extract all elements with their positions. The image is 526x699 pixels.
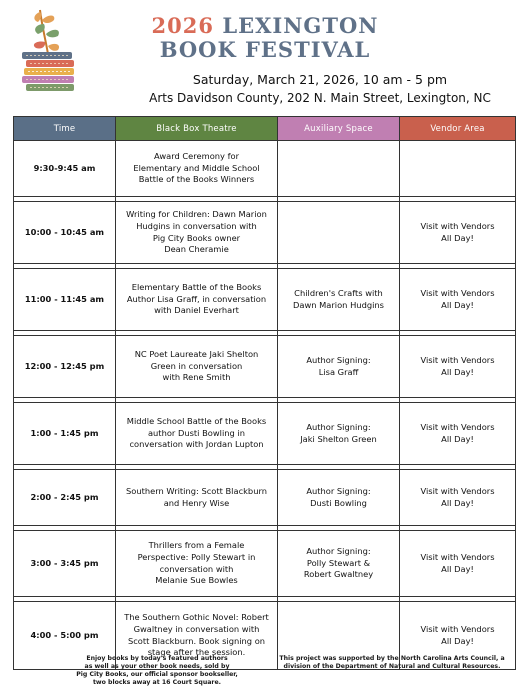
- theatre-cell-line: Melanie Sue Bowles: [155, 575, 238, 586]
- vendor-cell: [400, 531, 516, 597]
- footer-line: Enjoy books by today's featured authors: [86, 655, 228, 662]
- time-cell: 1:00 - 1:45 pm: [14, 403, 116, 465]
- aux-cell-line: Author Signing:: [306, 421, 371, 432]
- vendor-cell-line: Visit with Vendors: [420, 287, 495, 298]
- schedule-row: [14, 470, 516, 526]
- book-stack-with-leaves-icon: [18, 6, 80, 96]
- theatre-cell: [116, 470, 278, 526]
- footer-line: This project was supported by the North Carolina Arts Council, a: [279, 655, 505, 662]
- theatre-cell-line: Battle of the Books Winners: [138, 174, 255, 185]
- footer-arts-council-note: [272, 655, 512, 671]
- time-cell: 2:00 - 2:45 pm: [14, 470, 116, 526]
- schedule-row: [14, 336, 516, 398]
- theatre-cell-line: conversation with: [159, 563, 234, 574]
- theatre-cell-line: author Dusti Bowling in: [147, 427, 246, 438]
- vendor-cell-line: All Day!: [441, 232, 474, 243]
- aux-cell-line: Dusti Bowling: [310, 497, 367, 508]
- theatre-cell-line: Writing for Children: Dawn Marion: [126, 209, 267, 220]
- vendor-cell-line: Visit with Vendors: [420, 354, 495, 365]
- schedule-row: [14, 403, 516, 465]
- title-year: 2026: [151, 13, 214, 38]
- theatre-cell-line: and Henry Wise: [163, 497, 230, 508]
- column-header-theatre: Black Box Theatre: [116, 117, 278, 141]
- vendor-cell: [400, 470, 516, 526]
- aux-cell: [278, 470, 400, 526]
- vendor-cell: [400, 336, 516, 398]
- aux-cell-line: Children's Crafts with: [294, 287, 383, 298]
- aux-cell: [278, 403, 400, 465]
- aux-cell-line: Author Signing:: [306, 546, 371, 557]
- vendor-cell-line: Visit with Vendors: [420, 421, 495, 432]
- aux-cell-line: Lisa Graff: [318, 366, 359, 377]
- theatre-cell-line: Elementary Battle of the Books: [131, 282, 262, 293]
- theatre-cell-line: stage after the session.: [147, 647, 246, 658]
- vendor-cell: [400, 269, 516, 331]
- vendor-cell: [400, 202, 516, 264]
- schedule-body: [14, 141, 516, 670]
- theatre-cell-line: Hudgins in conversation with: [136, 220, 257, 231]
- theatre-cell-line: Elementary and Middle School: [133, 162, 260, 173]
- footer-line: Pig City Books, our official sponsor bookseller,: [76, 671, 238, 678]
- time-cell: 9:30-9:45 am: [14, 141, 116, 197]
- aux-cell-line: Polly Stewart &: [306, 557, 371, 568]
- schedule-row: [14, 141, 516, 197]
- aux-cell: [278, 141, 400, 197]
- vendor-cell-line: Visit with Vendors: [420, 220, 495, 231]
- footer-line: two blocks away at 16 Court Square.: [92, 679, 222, 686]
- theatre-cell-line: Pig City Books owner: [152, 232, 241, 243]
- festival-title: [140, 14, 390, 62]
- time-cell: 11:00 - 11:45 am: [14, 269, 116, 331]
- schedule-row: [14, 202, 516, 264]
- theatre-cell-line: Green in conversation: [150, 360, 243, 371]
- vendor-cell-line: Visit with Vendors: [420, 485, 495, 496]
- vendor-cell: [400, 403, 516, 465]
- schedule-row: [14, 531, 516, 597]
- theatre-cell-line: NC Poet Laureate Jaki Shelton: [134, 349, 259, 360]
- theatre-cell-line: conversation with Jordan Lupton: [129, 439, 264, 450]
- theatre-cell: [116, 202, 278, 264]
- column-header-aux: Auxiliary Space: [278, 117, 400, 141]
- time-cell: 10:00 - 10:45 am: [14, 202, 116, 264]
- theatre-cell: [116, 403, 278, 465]
- aux-cell-line: Author Signing:: [306, 354, 371, 365]
- aux-cell: [278, 531, 400, 597]
- theatre-cell-line: Gwaltney in conversation with: [133, 623, 260, 634]
- aux-cell: [278, 336, 400, 398]
- time-cell: 3:00 - 3:45 pm: [14, 531, 116, 597]
- schedule-row: [14, 269, 516, 331]
- theatre-cell-line: Southern Writing: Scott Blackburn: [126, 485, 267, 496]
- theatre-cell-line: with Daniel Everhart: [154, 305, 239, 316]
- vendor-cell-line: All Day!: [441, 433, 474, 444]
- title-line2: BOOK FESTIVAL: [159, 37, 371, 62]
- aux-cell-line: Jaki Shelton Green: [300, 433, 377, 444]
- footer-line: division of the Department of Natural and Cultural Resources.: [283, 663, 501, 670]
- vendor-cell-line: All Day!: [441, 299, 474, 310]
- schedule-header-row: [14, 117, 516, 141]
- event-location: Arts Davidson County, 202 N. Main Street, Lexington, NC: [149, 91, 491, 105]
- aux-cell: [278, 269, 400, 331]
- theatre-cell-line: Thrillers from a Female: [148, 540, 245, 551]
- footer-line: as well as your other book needs, sold by: [84, 663, 230, 670]
- theatre-cell: [116, 141, 278, 197]
- time-cell: 12:00 - 12:45 pm: [14, 336, 116, 398]
- vendor-cell-line: All Day!: [441, 635, 474, 646]
- schedule-table: [13, 116, 516, 670]
- column-header-vendor: Vendor Area: [400, 117, 516, 141]
- vendor-cell: [400, 141, 516, 197]
- theatre-cell-line: Author Lisa Graff, in conversation: [126, 293, 267, 304]
- aux-cell-line: Author Signing:: [306, 485, 371, 496]
- vendor-cell-line: All Day!: [441, 366, 474, 377]
- vendor-cell-line: All Day!: [441, 563, 474, 574]
- time-cell: 4:00 - 5:00 pm: [14, 602, 116, 670]
- event-date: Saturday, March 21, 2026, 10 am - 5 pm: [192, 72, 448, 87]
- vendor-cell-line: All Day!: [441, 497, 474, 508]
- theatre-cell: [116, 336, 278, 398]
- aux-cell-line: Dawn Marion Hudgins: [292, 299, 384, 310]
- theatre-cell-line: Perspective: Polly Stewart in: [137, 551, 256, 562]
- column-header-time: Time: [14, 117, 116, 141]
- aux-cell-line: Robert Gwaltney: [303, 569, 374, 580]
- theatre-cell-line: Dean Cheramie: [164, 244, 229, 255]
- theatre-cell: [116, 269, 278, 331]
- title-line1: LEXINGTON: [222, 13, 379, 38]
- theatre-cell-line: Award Ceremony for: [154, 151, 239, 162]
- vendor-cell-line: Visit with Vendors: [420, 623, 495, 634]
- theatre-cell-line: Scott Blackburn. Book signing on: [127, 635, 266, 646]
- aux-cell: [278, 202, 400, 264]
- theatre-cell: [116, 531, 278, 597]
- theatre-cell-line: The Southern Gothic Novel: Robert: [124, 612, 269, 623]
- footer-bookseller-note: [62, 655, 252, 687]
- vendor-cell-line: Visit with Vendors: [420, 551, 495, 562]
- theatre-cell-line: Middle School Battle of the Books: [126, 416, 267, 427]
- theatre-cell-line: with Rene Smith: [162, 372, 231, 383]
